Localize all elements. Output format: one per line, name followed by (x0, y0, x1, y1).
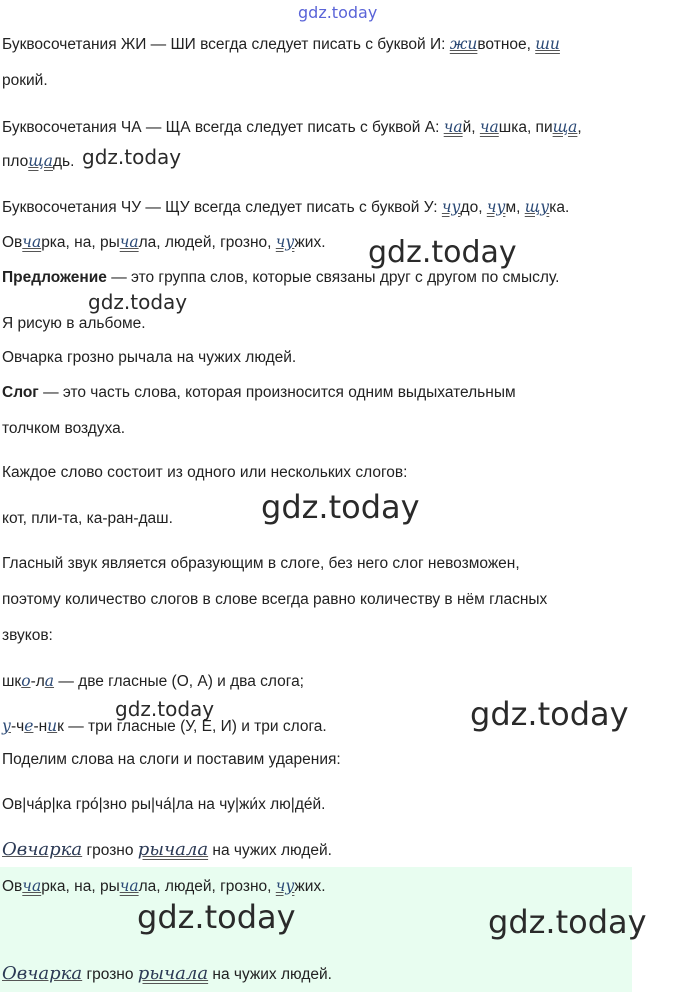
watermark: gdz.today (488, 903, 647, 941)
vowel-rule-1: Гласный звук является образующим в слоге, без него слог невозможен, (2, 555, 520, 572)
rule-chu-shchu: Буквосочетания ЧУ — ЩУ всегда следует писать с буквой У: чудо, чум, щука. (2, 198, 570, 216)
syllables-stress: Ов|ча́р|ка гро́|зно ры|ча́|ла на чу|жи́х лю|де́й. (2, 796, 326, 813)
example-sentence-1: Я рисую в альбоме. (2, 315, 146, 332)
watermark: gdz.today (88, 290, 188, 314)
example-shkola: шко-ла — две гласные (О, А) и два слога; (2, 672, 304, 690)
example-uchenik: у-че-ник — три гласные (У, Е, И) и три слога. (2, 717, 327, 735)
watermark: gdz.today (137, 898, 296, 936)
vowel-rule-2: поэтому количество слогов в слове всегда равно количеству в нём гласных (2, 591, 548, 608)
task-syllables: Поделим слова на слоги и поставим ударения: (2, 751, 341, 768)
watermark: gdz.today (470, 695, 629, 733)
example-sentence-2: Овчарка грозно рычала на чужих людей. (2, 349, 297, 366)
answer-words: Овчарка, на, рычала, людей, грозно, чужих. (2, 233, 326, 251)
answer-words-highlight: Овчарка, на, рычала, людей, грозно, чужих. (2, 877, 326, 895)
rule-zhi-shi: Буквосочетания ЖИ — ШИ всегда следует писать с буквой И: животное, ши (2, 35, 560, 53)
spelling-shi: ши (535, 35, 560, 53)
syllables-example: кот, пли-та, ка-ран-даш. (2, 510, 173, 527)
sentence-marked-highlight: Овчарка грозно рычала на чужих людей. (2, 963, 332, 984)
watermark: gdz.today (82, 145, 182, 169)
definition-sentence: Предложение — это группа слов, которые связаны друг с другом по смыслу. (2, 269, 560, 286)
vowel-rule-3: звуков: (2, 627, 53, 644)
watermark: gdz.today (115, 697, 215, 721)
watermark: gdz.today (368, 235, 517, 270)
watermark: gdz.today (261, 488, 420, 526)
definition-syllable-cont: толчком воздуха. (2, 420, 126, 437)
spelling-zhi: жи (449, 35, 478, 53)
rule-cha-shcha: Буквосочетания ЧА — ЩА всегда следует писать с буквой А: чай, чашка, пища, (2, 118, 582, 136)
watermark-top: gdz.today (298, 3, 378, 22)
sentence-marked: Овчарка грозно рычала на чужих людей. (2, 839, 332, 860)
syllables-statement: Каждое слово состоит из одного или нескольких слогов: (2, 464, 408, 481)
rule-cha-shcha-cont: площадь. (2, 152, 75, 170)
definition-syllable: Слог — это часть слова, которая произносится одним выдыхательным (2, 384, 516, 401)
rule-zhi-shi-cont: рокий. (2, 72, 48, 89)
